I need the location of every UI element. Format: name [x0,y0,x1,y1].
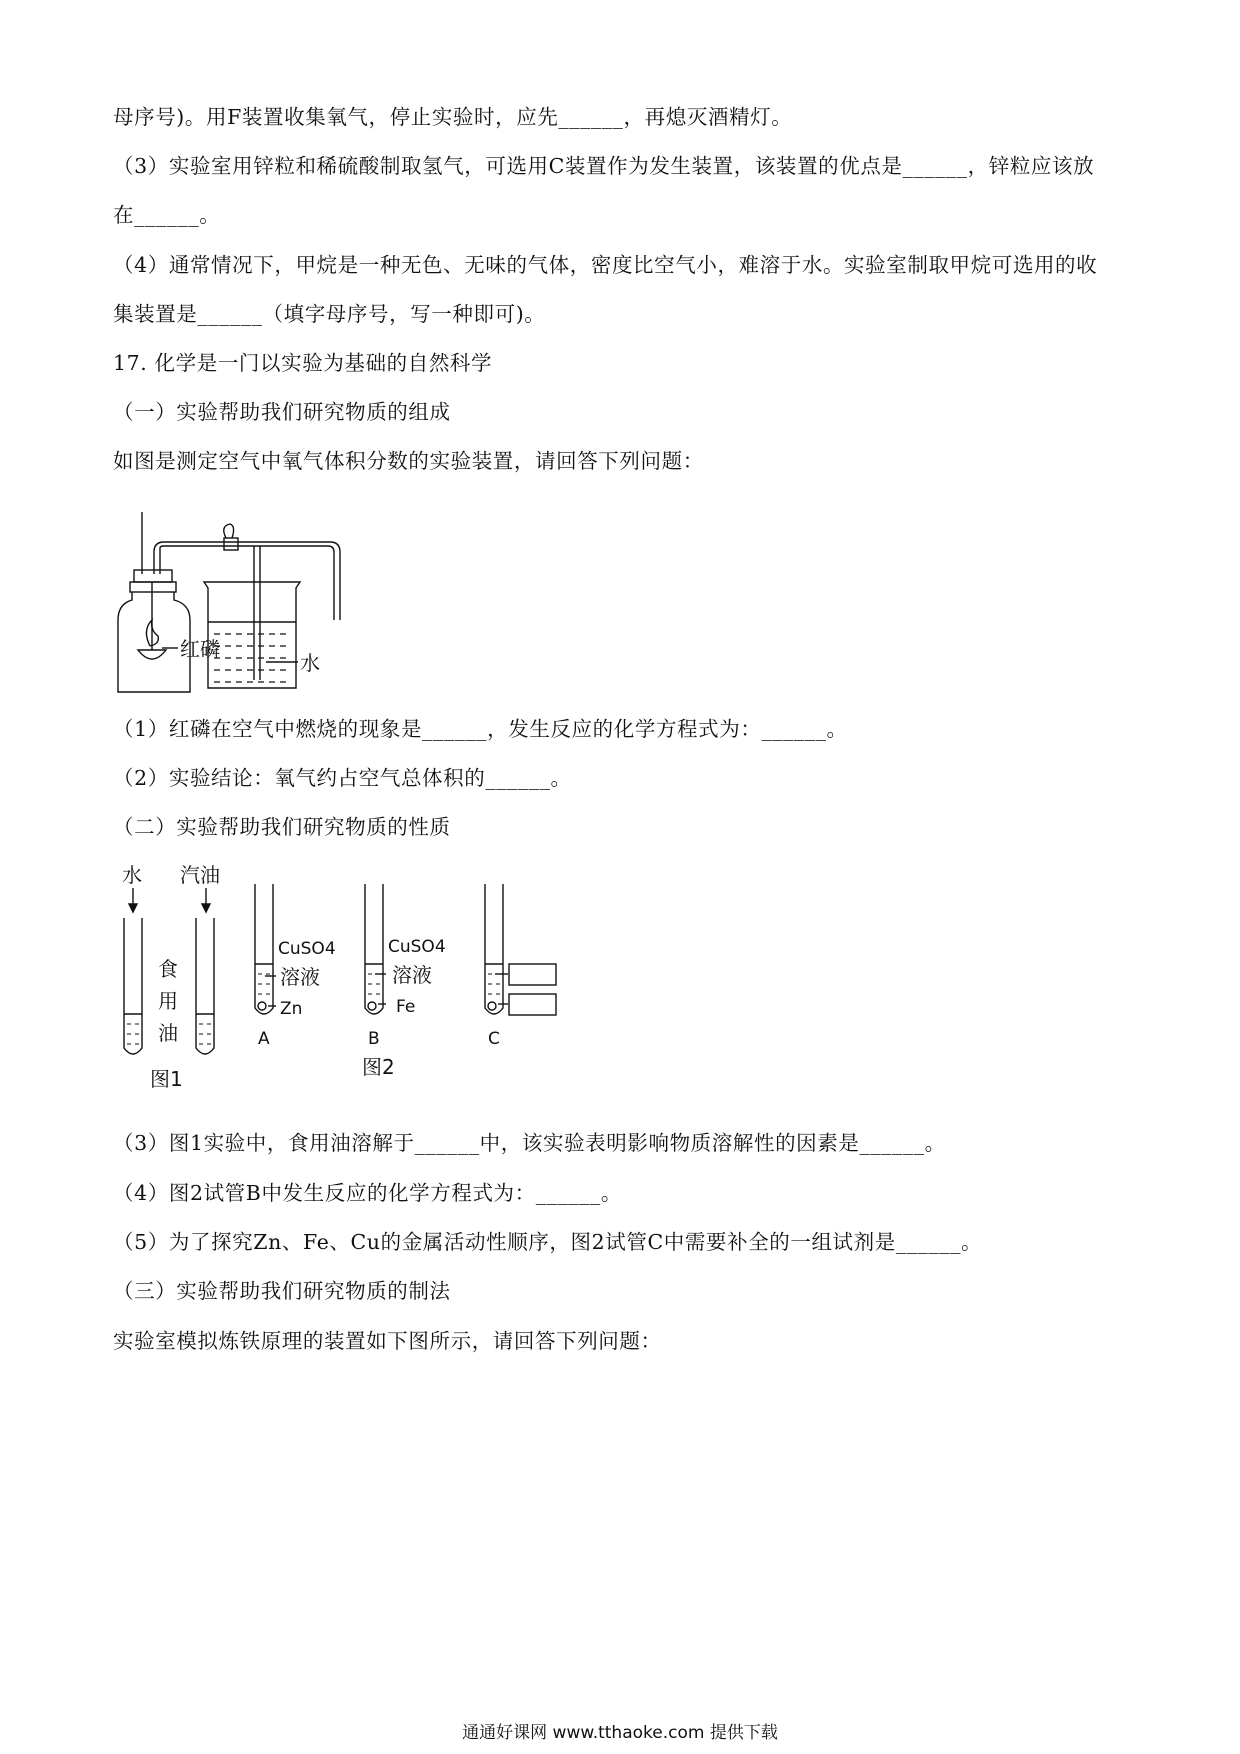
line-12: （3）图1实验中，食用油溶解于______中，该实验表明影响物质溶解性的因素是______。 [113,1131,946,1155]
gasoline-label: 汽油 [180,864,220,887]
solution-label-b: 溶液 [392,963,432,987]
tube-c-label: C [488,1029,500,1049]
line-10: （2）实验结论：氧气约占空气总体积的______。 [113,766,572,790]
figure-1-caption: 图1 [150,1067,183,1091]
section-3-heading: （三）实验帮助我们研究物质的制法 [113,1279,451,1303]
red-phosphorus-label: 红磷 [180,637,220,661]
solution-label-a: 溶液 [280,965,320,989]
tube-b-label: B [368,1029,380,1049]
cuso4-label-b: CuSO4 [388,937,446,957]
line-4: （4）通常情况下，甲烷是一种无色、无味的气体，密度比空气小，难溶于水。实验室制取甲烷可选用的收 [113,253,1098,277]
test-tubes-figure [110,864,590,1096]
line-5: 集装置是______（填字母序号，写一种即可)。 [113,302,546,326]
line-13: （4）图2试管B中发生反应的化学方程式为：______。 [113,1181,622,1205]
line-14: （5）为了探究Zn、Fe、Cu的金属活动性顺序，图2试管C中需要补全的一组试剂是______。 [113,1230,983,1254]
water-label-fig1: 水 [122,864,142,887]
line-8: 如图是测定空气中氧气体积分数的实验装置，请回答下列问题： [113,449,704,473]
oxygen-apparatus-figure [110,512,390,702]
cuso4-label-a: CuSO4 [278,939,336,959]
section-1-heading: （一）实验帮助我们研究物质的组成 [113,400,451,424]
water-label: 水 [300,651,320,675]
line-1: 母序号)。用F装置收集氧气，停止实验时，应先______，再熄灭酒精灯。 [113,105,793,129]
zn-label: Zn [280,999,303,1019]
edible-oil-char-3: 油 [158,1021,178,1045]
line-16: 实验室模拟炼铁原理的装置如下图所示，请回答下列问题： [113,1329,662,1353]
edible-oil-char-1: 食 [158,957,178,981]
section-2-heading: （二）实验帮助我们研究物质的性质 [113,815,451,839]
fe-label: Fe [396,997,416,1017]
line-3: 在______。 [113,203,221,227]
figure-2-caption: 图2 [362,1055,395,1079]
tube-a-label: A [258,1029,270,1049]
line-9: （1）红磷在空气中燃烧的现象是______，发生反应的化学方程式为：______。 [113,717,848,741]
edible-oil-char-2: 用 [158,989,178,1013]
page-footer: 通通好课网 www.tthaoke.com 提供下载 [462,1723,778,1743]
line-2: （3）实验室用锌粒和稀硫酸制取氢气，可选用C装置作为发生装置，该装置的优点是______，锌粒应该放 [113,154,1095,178]
question-17-title: 17. 化学是一门以实验为基础的自然科学 [113,351,493,375]
